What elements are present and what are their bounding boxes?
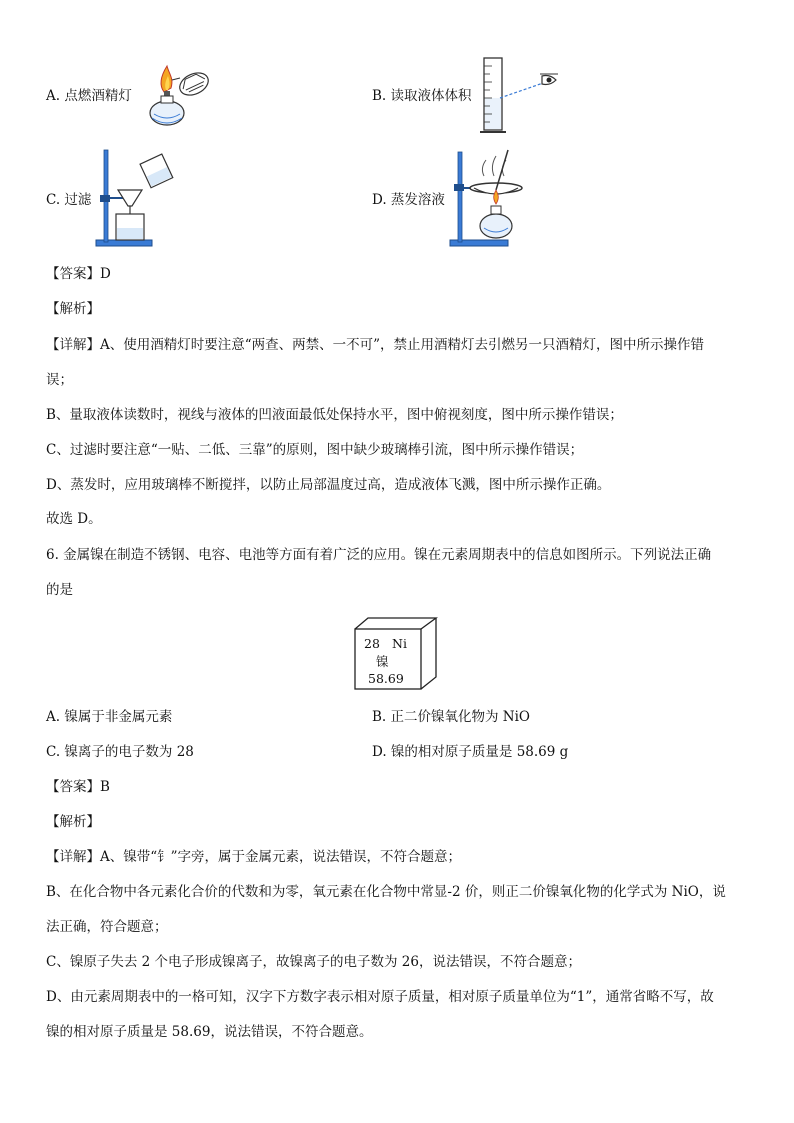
element-cell-nickel	[354, 617, 439, 691]
option-b-label: B. 读取液体体积	[372, 88, 472, 104]
element-atomic-mass: 58.69	[368, 671, 404, 686]
q6-analysis-label: 【解析】	[46, 814, 100, 830]
q5-detail-line1: 【详解】A、使用酒精灯时要注意“两查、两禁、一不可”，禁止用酒精灯去引燃另一只酒精灯，图中所示操作错	[46, 337, 705, 353]
element-symbol: Ni	[392, 636, 407, 651]
graduated-cylinder-figure	[476, 52, 566, 136]
q5-detail-b: B、量取液体读数时，视线与液体的凹液面最低处保持水平，图中俯视刻度，图中所示操作错误；	[46, 407, 623, 423]
q6-detail-c: C、镍原子失去 2 个电子形成镍离子，故镍离子的电子数为 26，说法错误，不符合题意；	[46, 954, 581, 970]
q6-detail-d1: D、由元素周期表中的一格可知，汉字下方数字表示相对原子质量，相对原子质量单位为“1”，通常省略不写，故	[46, 989, 714, 1005]
q6-stem-line1: 6. 金属镍在制造不锈钢、电容、电池等方面有着广泛的应用。镍在元素周期表中的信息如图所示。下列说法正确	[46, 547, 712, 563]
q5-detail-c: C、过滤时要注意“一贴、二低、三靠”的原则，图中缺少玻璃棒引流，图中所示操作错误；	[46, 442, 584, 458]
q6-option-d: D. 镍的相对原子质量是 58.69 g	[372, 744, 569, 760]
q6-option-a: A. 镍属于非金属元素	[46, 709, 173, 725]
q6-detail-a: 【详解】A、镍带“钅”字旁，属于金属元素，说法错误，不符合题意；	[46, 849, 462, 865]
q5-detail-line2: 误；	[46, 372, 73, 388]
q5-detail-d: D、蒸发时，应用玻璃棒不断搅拌，以防止局部温度过高，造成液体飞溅，图中所示操作正确。	[46, 477, 611, 493]
q6-stem-line2: 的是	[46, 582, 73, 598]
q5-analysis-label: 【解析】	[46, 301, 100, 317]
alcohol-lamp-lighting-figure	[136, 58, 216, 134]
option-a-label: A. 点燃酒精灯	[46, 88, 132, 104]
element-name: 镍	[376, 654, 389, 669]
q6-answer: 【答案】B	[46, 779, 110, 795]
filtration-figure	[94, 146, 180, 250]
q5-answer: 【答案】D	[46, 266, 111, 282]
element-atomic-number: 28	[364, 636, 380, 651]
evaporation-figure	[448, 146, 544, 250]
option-c-label: C. 过滤	[46, 192, 92, 208]
q6-option-b: B. 正二价镍氧化物为 NiO	[372, 709, 530, 725]
q6-option-c: C. 镍离子的电子数为 28	[46, 744, 194, 760]
q6-detail-b1: B、在化合物中各元素化合价的代数和为零，氧元素在化合物中常显-2 价，则正二价镍氧化物的化学式为 NiO，说	[46, 884, 726, 900]
option-d-label: D. 蒸发溶液	[372, 192, 445, 208]
q5-conclusion: 故选 D。	[46, 511, 102, 527]
q6-detail-d2: 镍的相对原子质量是 58.69，说法错误，不符合题意。	[46, 1024, 373, 1040]
q6-detail-b2: 法正确，符合题意；	[46, 919, 168, 935]
